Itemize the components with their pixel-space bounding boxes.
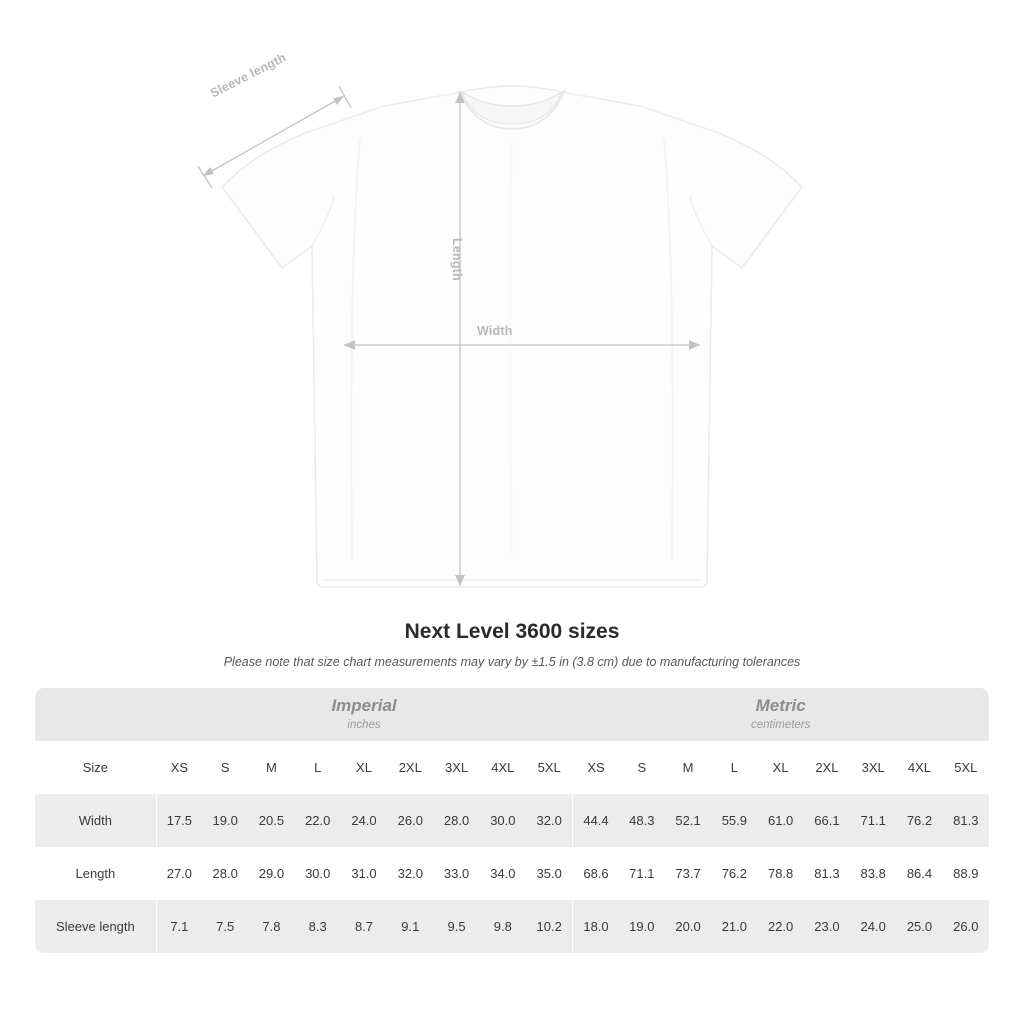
- length-label: Length: [450, 238, 464, 281]
- cell-sleeve-length-2xl-imperial: 9.1: [387, 900, 433, 953]
- cell-width-xs-metric: 44.4: [572, 794, 618, 847]
- unit-system-label: Metric: [755, 695, 806, 715]
- cell-width-l-metric: 55.9: [711, 794, 757, 847]
- cell-sleeve-length-2xl-metric: 23.0: [804, 900, 850, 953]
- cell-length-5xl-imperial: 35.0: [526, 847, 572, 900]
- cell-width-5xl-imperial: 32.0: [526, 794, 572, 847]
- size-header-2xl-imperial: 2XL: [387, 741, 433, 794]
- page-title: Next Level 3600 sizes: [404, 620, 620, 643]
- cell-length-s-imperial: 28.0: [202, 847, 248, 900]
- cell-length-l-imperial: 30.0: [295, 847, 341, 900]
- row-label-sleeve-length: Sleeve length: [35, 900, 156, 953]
- unit-group-metric: [572, 688, 989, 741]
- size-header-s-imperial: S: [202, 741, 248, 794]
- size-header-xs-metric: XS: [572, 741, 618, 794]
- cell-length-m-imperial: 29.0: [248, 847, 294, 900]
- cell-width-m-metric: 52.1: [665, 794, 711, 847]
- cell-width-3xl-metric: 71.1: [850, 794, 896, 847]
- unit-group-row: [35, 688, 989, 741]
- cell-length-3xl-metric: 83.8: [850, 847, 896, 900]
- unit-measure-label: centimeters: [750, 718, 811, 731]
- cell-width-2xl-imperial: 26.0: [387, 794, 433, 847]
- unit-group-imperial: [156, 688, 573, 741]
- size-header-cell: Size: [35, 741, 156, 794]
- size-header-l-imperial: L: [295, 741, 341, 794]
- cell-sleeve-length-m-imperial: 7.8: [248, 900, 294, 953]
- size-header-5xl-imperial: 5XL: [526, 741, 572, 794]
- cell-width-5xl-metric: 81.3: [943, 794, 989, 847]
- cell-width-xl-metric: 61.0: [757, 794, 803, 847]
- cell-sleeve-length-s-imperial: 7.5: [202, 900, 248, 953]
- cell-width-m-imperial: 20.5: [248, 794, 294, 847]
- cell-width-s-metric: 48.3: [619, 794, 665, 847]
- cell-sleeve-length-3xl-metric: 24.0: [850, 900, 896, 953]
- size-header-5xl-metric: 5XL: [943, 741, 989, 794]
- size-header-xs-imperial: XS: [156, 741, 202, 794]
- table-row: [35, 900, 989, 953]
- cell-length-5xl-metric: 88.9: [943, 847, 989, 900]
- cell-width-4xl-metric: 76.2: [896, 794, 942, 847]
- size-header-2xl-metric: 2XL: [804, 741, 850, 794]
- unit-row-spacer: [35, 688, 156, 741]
- cell-sleeve-length-xs-imperial: 7.1: [156, 900, 202, 953]
- table-row: [35, 847, 989, 900]
- cell-length-4xl-imperial: 34.0: [480, 847, 526, 900]
- cell-length-xs-imperial: 27.0: [156, 847, 202, 900]
- cell-length-xs-metric: 68.6: [572, 847, 618, 900]
- size-header-xl-metric: XL: [757, 741, 803, 794]
- cell-sleeve-length-xs-metric: 18.0: [572, 900, 618, 953]
- size-header-xl-imperial: XL: [341, 741, 387, 794]
- unit-system-label: Imperial: [331, 695, 397, 715]
- cell-sleeve-length-xl-imperial: 8.7: [341, 900, 387, 953]
- cell-sleeve-length-s-metric: 19.0: [619, 900, 665, 953]
- size-header-m-metric: M: [665, 741, 711, 794]
- cell-sleeve-length-4xl-imperial: 9.8: [480, 900, 526, 953]
- table-row: [35, 794, 989, 847]
- cell-length-4xl-metric: 86.4: [896, 847, 942, 900]
- cell-sleeve-length-3xl-imperial: 9.5: [433, 900, 479, 953]
- size-header-row: [35, 741, 989, 794]
- row-label-width: Width: [35, 794, 156, 847]
- size-header-s-metric: S: [619, 741, 665, 794]
- size-header-4xl-metric: 4XL: [896, 741, 942, 794]
- page-subtitle: Please note that size chart measurements may vary by ±1.5 in (3.8 cm) due to manufacturing tolerances: [223, 655, 801, 669]
- size-header-3xl-imperial: 3XL: [433, 741, 479, 794]
- cell-length-2xl-imperial: 32.0: [387, 847, 433, 900]
- width-label: Width: [477, 324, 513, 338]
- cell-sleeve-length-5xl-metric: 26.0: [943, 900, 989, 953]
- size-table: [35, 688, 989, 953]
- cell-width-4xl-imperial: 30.0: [480, 794, 526, 847]
- cell-width-3xl-imperial: 28.0: [433, 794, 479, 847]
- row-label-length: Length: [35, 847, 156, 900]
- cell-width-xl-imperial: 24.0: [341, 794, 387, 847]
- sleeve-length-label: Sleeve length: [208, 50, 289, 101]
- size-header-4xl-imperial: 4XL: [480, 741, 526, 794]
- cell-sleeve-length-xl-metric: 22.0: [757, 900, 803, 953]
- cell-width-s-imperial: 19.0: [202, 794, 248, 847]
- cell-width-2xl-metric: 66.1: [804, 794, 850, 847]
- cell-length-m-metric: 73.7: [665, 847, 711, 900]
- cell-length-s-metric: 71.1: [619, 847, 665, 900]
- cell-length-l-metric: 76.2: [711, 847, 757, 900]
- cell-width-l-imperial: 22.0: [295, 794, 341, 847]
- size-header-l-metric: L: [711, 741, 757, 794]
- size-header-3xl-metric: 3XL: [850, 741, 896, 794]
- cell-length-xl-metric: 78.8: [757, 847, 803, 900]
- unit-measure-label: inches: [347, 718, 381, 731]
- cell-sleeve-length-l-imperial: 8.3: [295, 900, 341, 953]
- cell-width-xs-imperial: 17.5: [156, 794, 202, 847]
- cell-sleeve-length-4xl-metric: 25.0: [896, 900, 942, 953]
- cell-sleeve-length-5xl-imperial: 10.2: [526, 900, 572, 953]
- cell-length-xl-imperial: 31.0: [341, 847, 387, 900]
- cell-sleeve-length-m-metric: 20.0: [665, 900, 711, 953]
- cell-sleeve-length-l-metric: 21.0: [711, 900, 757, 953]
- cell-length-3xl-imperial: 33.0: [433, 847, 479, 900]
- size-header-m-imperial: M: [248, 741, 294, 794]
- size-table-container: [35, 688, 989, 953]
- cell-length-2xl-metric: 81.3: [804, 847, 850, 900]
